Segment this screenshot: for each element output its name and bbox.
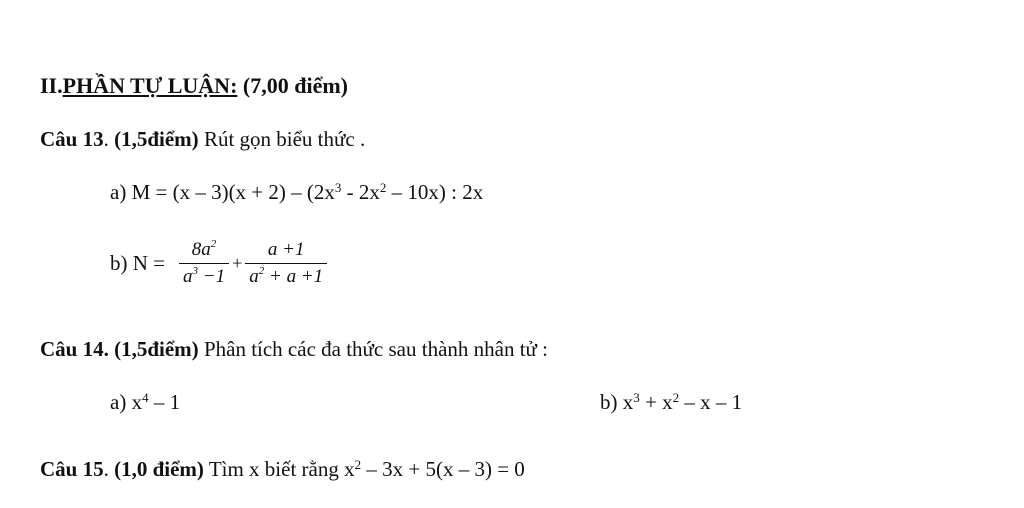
q15-sep: .: [103, 457, 115, 481]
f2-den-rest: + a +1: [264, 265, 324, 287]
q15-rest: – 3x + 5(x – 3) = 0: [361, 457, 525, 481]
q13-text: Rút gọn biểu thức .: [203, 127, 366, 151]
q13a-p2: - 2x: [341, 180, 380, 204]
q14-part-a: [110, 390, 180, 414]
section-title: PHẦN TỰ LUẬN:: [62, 73, 238, 98]
f1-den-exp: 3: [192, 264, 199, 277]
q13a-e1: 3: [334, 180, 342, 195]
q14b-p1: b) x: [600, 390, 634, 414]
q13-part-b: [110, 230, 327, 296]
fraction-2-denominator: [245, 263, 327, 290]
section-prefix: II.: [40, 73, 63, 98]
q13-sep: .: [103, 127, 115, 151]
q14b-p2: + x: [639, 390, 673, 414]
f1-den-text: a: [183, 265, 193, 287]
question-13: [40, 127, 365, 151]
f2-den-exp: 2: [258, 264, 265, 277]
q14a-e1: 4: [142, 390, 149, 405]
q13b-prefix: b) N =: [110, 251, 166, 275]
q14b-e1: 3: [633, 390, 640, 405]
fraction-1: [179, 237, 229, 290]
f1-num-exp: 2: [210, 237, 217, 250]
q14b-p3: – x – 1: [679, 390, 743, 414]
f1-num-text: 8a: [191, 238, 211, 260]
q14-part-b: [600, 390, 742, 414]
q14-points: (1,5điểm): [114, 337, 199, 361]
f1-den-rest: −1: [198, 265, 226, 287]
q15-label: Câu 15: [40, 457, 104, 481]
q14a-p1: a) x: [110, 390, 143, 414]
q13a-e2: 2: [379, 180, 387, 195]
q13a-p1: a) M = (x – 3)(x + 2) – (2x: [110, 180, 335, 204]
q13-part-a: [110, 180, 483, 204]
f2-den-text: a: [249, 265, 259, 287]
q15-text: Tìm x biết rằng x: [208, 457, 355, 481]
q15-points: (1,0 điểm): [114, 457, 204, 481]
fraction-1-denominator: [179, 263, 229, 290]
q14b-e2: 2: [672, 390, 680, 405]
q13-label: Câu 13: [40, 127, 104, 151]
q14-text: Phân tích các đa thức sau thành nhân tử :: [203, 337, 549, 361]
q13-points: (1,5điểm): [114, 127, 199, 151]
fraction-2-numerator: a +1: [267, 238, 305, 260]
q15-e1: 2: [354, 457, 362, 472]
section-score: (7,00 điểm): [242, 73, 348, 98]
question-14: [40, 337, 548, 361]
section-heading: [40, 74, 348, 98]
q13a-p3: – 10x) : 2x: [386, 180, 484, 204]
q14-label: Câu 14.: [40, 337, 109, 361]
plus-sign: +: [232, 253, 243, 273]
question-15: [40, 457, 525, 481]
fraction-2: [245, 237, 327, 290]
fraction-1-numerator: [188, 237, 221, 263]
q14a-p2: – 1: [148, 390, 181, 414]
